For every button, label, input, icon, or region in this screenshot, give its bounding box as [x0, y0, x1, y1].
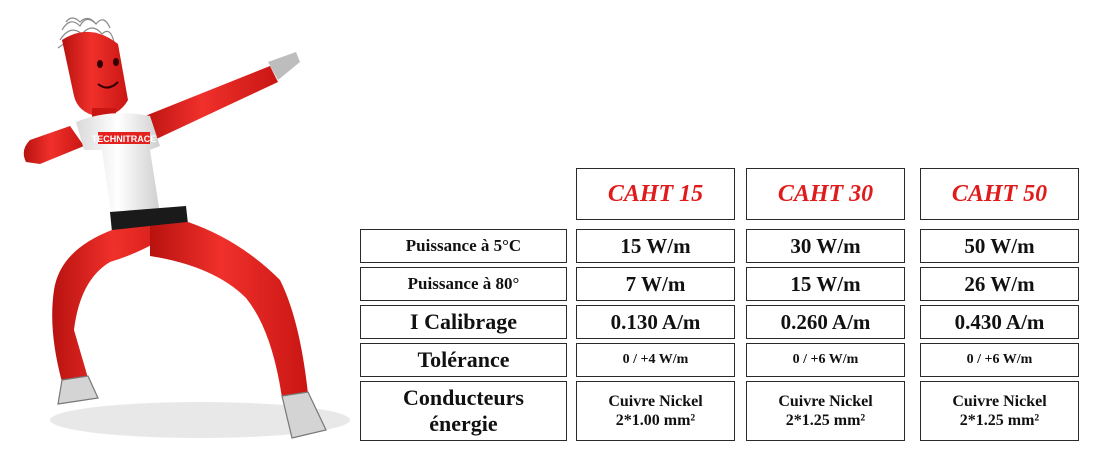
mascot-head	[62, 32, 128, 116]
label-line: Conducteurs	[402, 385, 524, 410]
cell-line: Cuivre Nickel	[952, 393, 1047, 410]
label-line: énergie	[429, 411, 498, 436]
right-leg	[150, 222, 308, 398]
table-cell: 0.130 A/m	[576, 305, 735, 339]
right-arm	[140, 66, 278, 142]
table-cell	[576, 381, 735, 441]
column-header-caht-30: CAHT 30	[746, 168, 905, 220]
table-cell: 7 W/m	[576, 267, 735, 301]
table-cell	[746, 381, 905, 441]
table-cell: 0.430 A/m	[920, 305, 1079, 339]
row-label-conducteurs	[360, 381, 567, 441]
cell-line: Cuivre Nickel	[608, 393, 703, 410]
svg-text:TECHNITRACE: TECHNITRACE	[91, 134, 157, 144]
table-cell: 0 / +6 W/m	[746, 343, 905, 377]
table-cell: 0 / +4 W/m	[576, 343, 735, 377]
row-label-calibrage: I Calibrage	[360, 305, 567, 339]
row-label-puissance-80: Puissance à 80°	[360, 267, 567, 301]
mascot-illustration	[0, 0, 360, 452]
table-cell: 50 W/m	[920, 229, 1079, 263]
table-cell: 0.260 A/m	[746, 305, 905, 339]
cell-line: 2*1.00 mm²	[615, 412, 696, 429]
cell-line: 2*1.25 mm²	[785, 412, 866, 429]
column-header-caht-15: CAHT 15	[576, 168, 735, 220]
table-cell: 15 W/m	[576, 229, 735, 263]
cell-line: Cuivre Nickel	[778, 393, 873, 410]
row-label-puissance-5c: Puissance à 5°C	[360, 229, 567, 263]
row-label-tolerance: Tolérance	[360, 343, 567, 377]
table-cell: 26 W/m	[920, 267, 1079, 301]
mascot-shirt	[76, 113, 160, 220]
table-cell: 30 W/m	[746, 229, 905, 263]
table-cell	[920, 381, 1079, 441]
cell-line: 2*1.25 mm²	[959, 412, 1040, 429]
column-header-caht-50: CAHT 50	[920, 168, 1079, 220]
left-arm	[24, 126, 84, 164]
table-cell: 0 / +6 W/m	[920, 343, 1079, 377]
table-cell: 15 W/m	[746, 267, 905, 301]
